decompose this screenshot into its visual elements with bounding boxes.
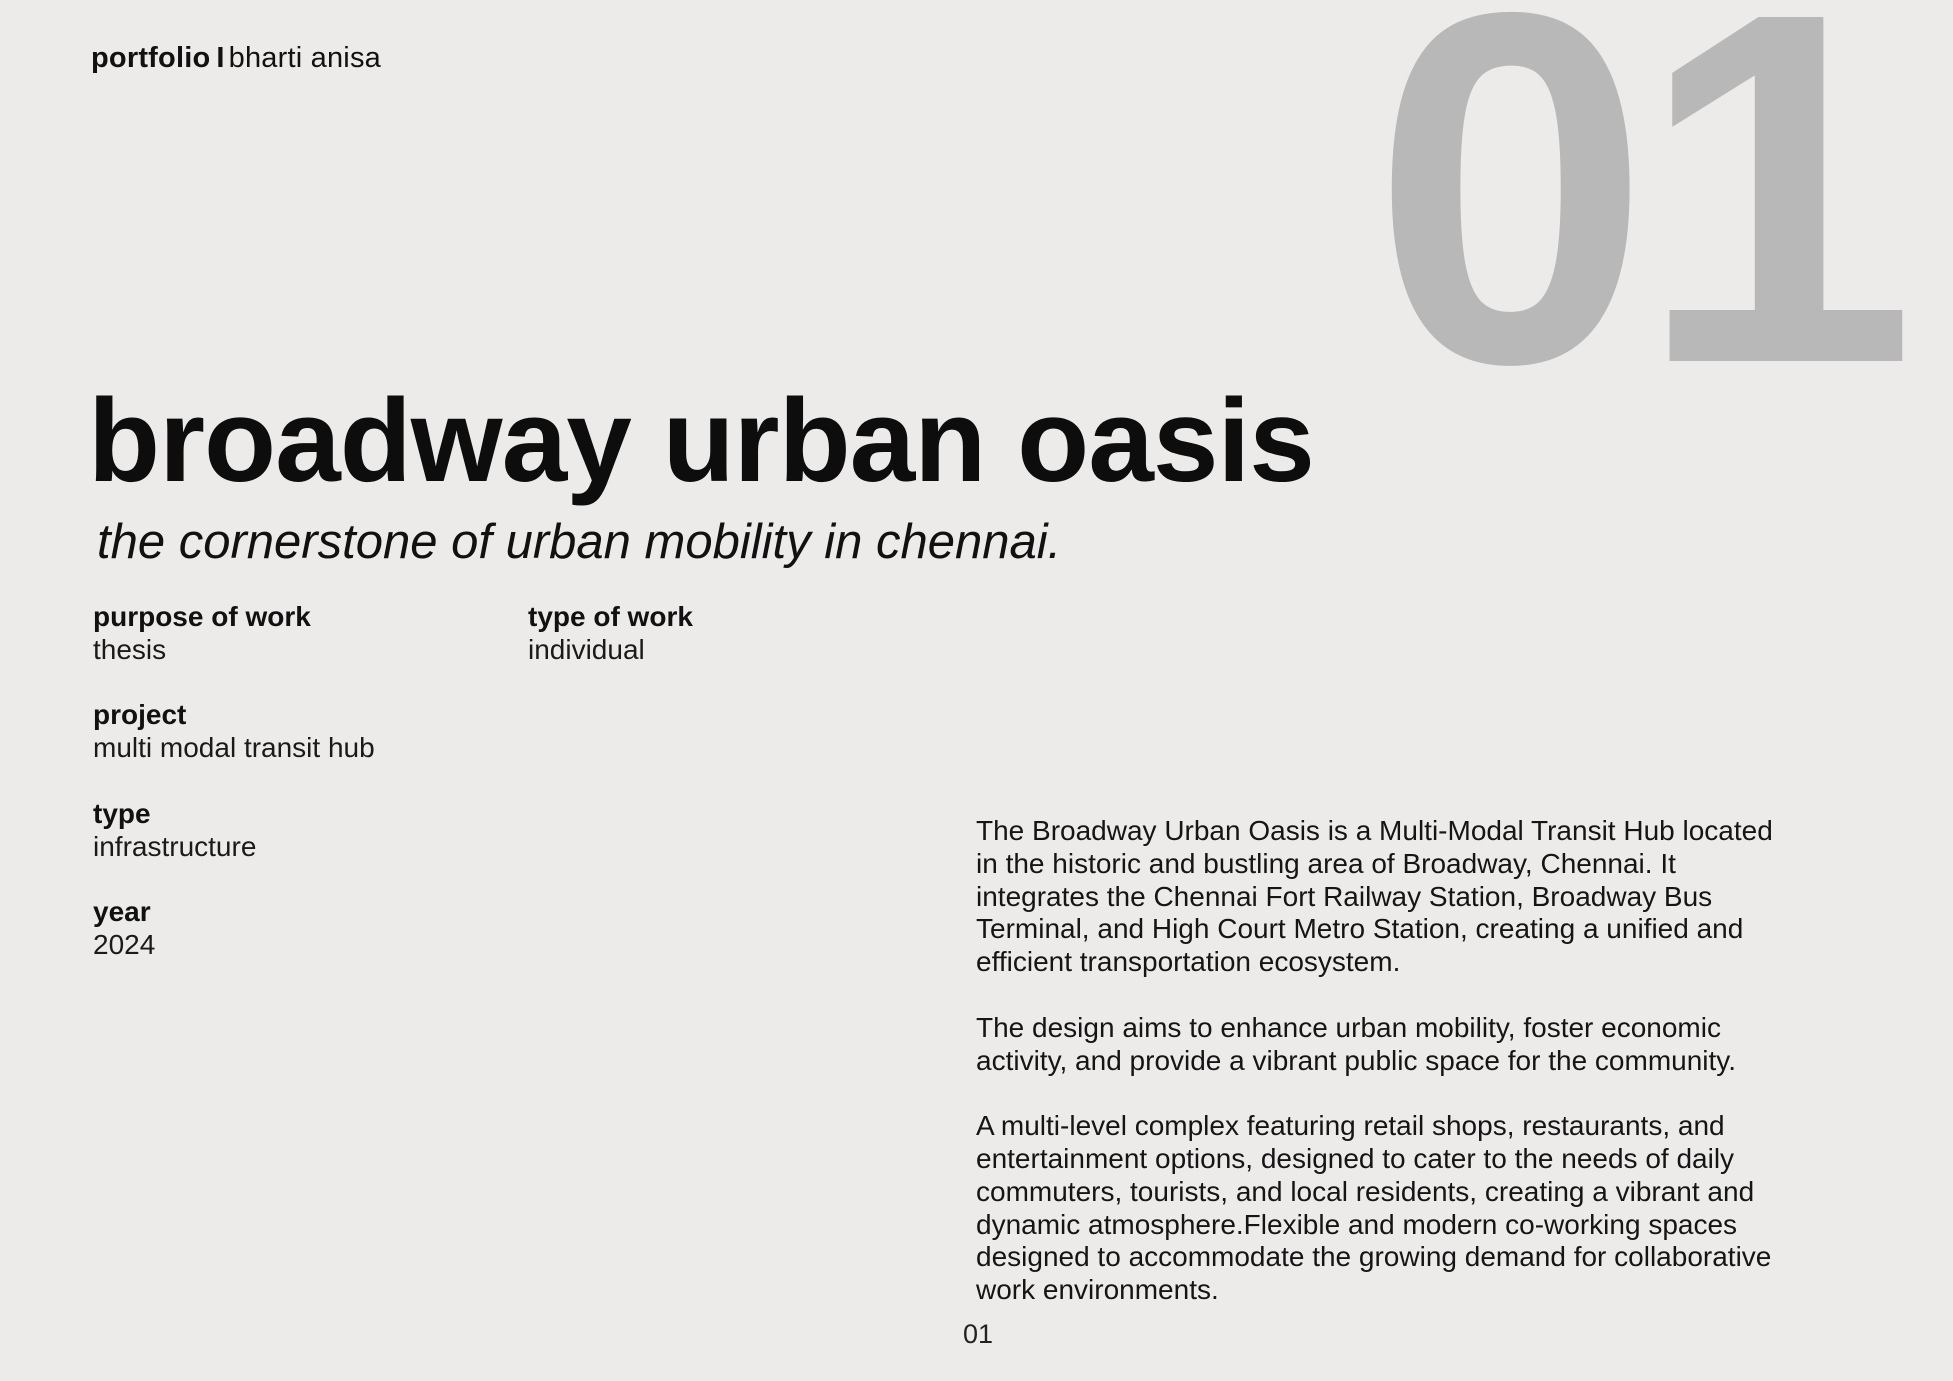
meta-purpose	[93, 600, 311, 666]
page-number: 01	[963, 1319, 994, 1349]
meta-type	[93, 797, 256, 863]
description-line: integrates the Chennai Fort Railway Station, Broadway Bus	[976, 880, 1713, 912]
portfolio-header	[91, 40, 381, 76]
meta-work-type	[528, 600, 693, 666]
description-line: The Broadway Urban Oasis is a Multi-Modal Transit Hub located	[976, 815, 1773, 846]
description-paragraph-2	[976, 1012, 1876, 1078]
year-label: year	[93, 896, 151, 927]
description-line: designed to accommodate the growing demand for collaborative	[976, 1241, 1772, 1273]
type-label: type	[93, 798, 151, 829]
description-line: The design aims to enhance urban mobility, foster economic	[976, 1011, 1721, 1043]
description-line: activity, and provide a vibrant public space for the community.	[976, 1044, 1736, 1076]
project-value: multi modal transit hub	[93, 732, 375, 763]
description-paragraph-3	[976, 1110, 1876, 1307]
description-line: commuters, tourists, and local residents, creating a vibrant and	[976, 1175, 1755, 1207]
description-line: Terminal, and High Court Metro Station, creating a unified and	[976, 913, 1744, 945]
project-subtitle: the cornerstone of urban mobility in chennai.	[97, 515, 1062, 569]
year-value: 2024	[93, 929, 156, 960]
author-name: bharti anisa	[228, 42, 381, 74]
project-title: broadway urban oasis	[88, 375, 1314, 507]
section-number: 01	[1372, 0, 1905, 467]
type-value: infrastructure	[93, 831, 257, 862]
description-line: A multi-level complex featuring retail shops, restaurants, and	[976, 1110, 1725, 1142]
meta-project	[93, 698, 375, 764]
portfolio-label: portfolio	[91, 42, 211, 74]
description-paragraph-1	[976, 815, 1876, 979]
description-line: efficient transportation ecosystem.	[976, 946, 1401, 978]
description-line: entertainment options, designed to cater to the needs of daily	[976, 1142, 1735, 1174]
header-separator: I	[216, 42, 225, 74]
purpose-label: purpose of work	[93, 601, 311, 632]
work-type-value: individual	[528, 634, 645, 665]
description-line: work environments.	[976, 1274, 1219, 1306]
project-description	[976, 815, 1876, 1307]
meta-year	[93, 895, 155, 961]
work-type-label: type of work	[528, 601, 693, 632]
purpose-value: thesis	[93, 634, 167, 665]
description-line: in the historic and bustling area of Broadway, Chennai. It	[976, 847, 1676, 879]
description-line: dynamic atmosphere.Flexible and modern co-working spaces	[976, 1208, 1738, 1240]
project-label: project	[93, 699, 187, 730]
